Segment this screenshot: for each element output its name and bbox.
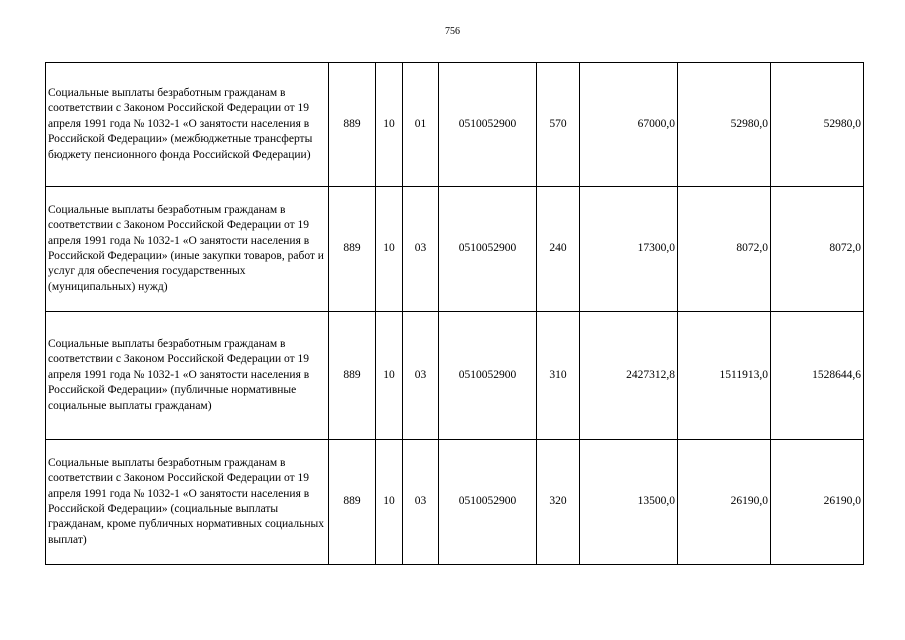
expense-type-cell: 570 [537,63,580,187]
grbs-cell: 889 [329,440,376,565]
amount-year1-cell: 13500,0 [580,440,678,565]
amount-year3-cell: 26190,0 [771,440,864,565]
amount-year3-cell: 8072,0 [771,187,864,312]
target-article-cell: 0510052900 [439,312,537,440]
budget-table [45,62,864,565]
amount-year1-cell: 2427312,8 [580,312,678,440]
page-number: 756 [445,26,460,37]
amount-year3-cell: 52980,0 [771,63,864,187]
description-cell: Социальные выплаты безработным гражданам в соответствии с Законом Российской Федерации от 19 апреля 1991 года № 1032-1 «О занятости населения в Российской Федерации» (межбюджетные трансферты бюджету пенсионного фонда Российской Федерации) [46,63,329,187]
amount-year2-cell: 1511913,0 [678,312,771,440]
subsection-cell: 03 [403,440,439,565]
expense-type-cell: 320 [537,440,580,565]
expense-type-cell: 240 [537,187,580,312]
grbs-cell: 889 [329,187,376,312]
amount-year3-cell: 1528644,6 [771,312,864,440]
amount-year2-cell: 8072,0 [678,187,771,312]
amount-year2-cell: 52980,0 [678,63,771,187]
subsection-cell: 03 [403,187,439,312]
amount-year1-cell: 67000,0 [580,63,678,187]
section-cell: 10 [376,63,403,187]
table-row [46,440,864,565]
amount-year1-cell: 17300,0 [580,187,678,312]
section-cell: 10 [376,187,403,312]
subsection-cell: 01 [403,63,439,187]
table-row [46,63,864,187]
grbs-cell: 889 [329,312,376,440]
grbs-cell: 889 [329,63,376,187]
table-row [46,187,864,312]
section-cell: 10 [376,312,403,440]
target-article-cell: 0510052900 [439,187,537,312]
amount-year2-cell: 26190,0 [678,440,771,565]
table-row [46,312,864,440]
description-cell: Социальные выплаты безработным гражданам в соответствии с Законом Российской Федерации от 19 апреля 1991 года № 1032-1 «О занятости населения в Российской Федерации» (иные закупки товаров, работ и услуг для обеспечения государственных (муниципальных) нужд) [46,187,329,312]
section-cell: 10 [376,440,403,565]
description-cell: Социальные выплаты безработным гражданам в соответствии с Законом Российской Федерации от 19 апреля 1991 года № 1032-1 «О занятости населения в Российской Федерации» (публичные нормативные социальные выплаты гражданам) [46,312,329,440]
description-cell: Социальные выплаты безработным гражданам в соответствии с Законом Российской Федерации от 19 апреля 1991 года № 1032-1 «О занятости населения в Российской Федерации» (социальные выплаты гражданам, кроме публичных нормативных социальных выплат) [46,440,329,565]
expense-type-cell: 310 [537,312,580,440]
target-article-cell: 0510052900 [439,63,537,187]
target-article-cell: 0510052900 [439,440,537,565]
subsection-cell: 03 [403,312,439,440]
